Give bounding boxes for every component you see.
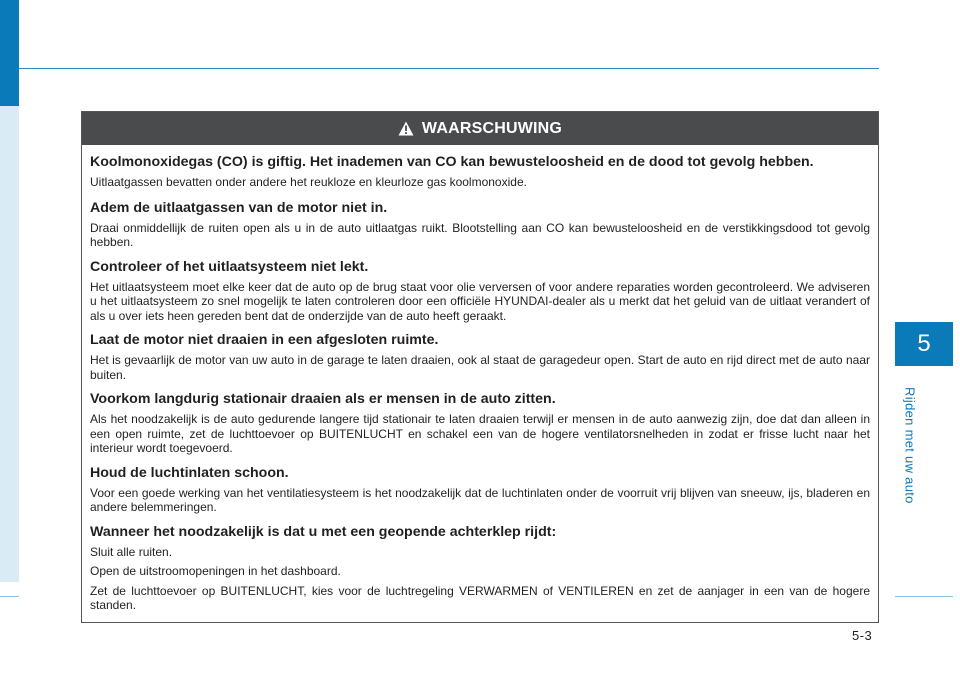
warning-body [82, 145, 878, 613]
warning-section-leak-check [90, 259, 870, 324]
chapter-title: Rijden met uw auto [902, 386, 918, 504]
chapter-color-bar [0, 0, 19, 106]
section-text: Sluit alle ruiten. [90, 544, 173, 559]
section-heading: Wanneer het noodzakelijk is dat u met een geopende achterklep rijdt: [90, 523, 557, 540]
warning-box [81, 111, 879, 623]
chapter-title-side [880, 380, 940, 510]
section-text: Zet de luchttoevoer op BUITENLUCHT, kies voor de luchtregeling VERWARMEN of VENTILEREN en zet de aanjager in een van de hogere standen. [90, 583, 870, 612]
warning-title: WAARSCHUWING [421, 119, 563, 137]
section-text: Draai onmiddellijk de ruiten open als u in de auto uitlaatgas ruikt. Blootstelling aan CO kan bewusteloosheid en de verstikkingsdood tot gevolg hebben. [90, 220, 870, 249]
warning-section-open-tailgate [90, 524, 870, 613]
page-number: 5-3 [852, 628, 873, 643]
section-text: Het is gevaarlijk de motor van uw auto in de garage te laten draaien, ook al staat de garagedeur open. Start de auto en rijd direct met de auto naar buiten. [90, 353, 870, 382]
right-divider [895, 596, 953, 597]
section-heading: Controleer of het uitlaatsysteem niet lekt. [90, 258, 369, 275]
chapter-number: 5 [917, 330, 931, 357]
section-text: Uitlaatgassen bevatten onder andere het reukloze en kleurloze gas koolmonoxide. [90, 175, 527, 189]
header-rule [19, 68, 879, 69]
section-heading: Adem de uitlaatgassen van de motor niet in. [90, 199, 388, 216]
warning-header [82, 112, 878, 145]
section-heading: Houd de luchtinlaten schoon. [90, 464, 289, 481]
section-heading: Laat de motor niet draaien in een afgesloten ruimte. [90, 332, 439, 348]
left-margin-strip [0, 106, 19, 582]
section-text: Het uitlaatsysteem moet elke keer dat de auto op de brug staat voor olie verversen of voor andere reparaties worden gecontroleerd. We adviseren u het uitlaatsysteem zo snel mogelijk te laten controleren door een officiële HYUNDAI-dealer als u merkt dat het geluid van de uitlaat verandert of als u over iets heen gereden bent dat de onderzijde van de auto heeft geraakt. [90, 279, 870, 323]
section-text: Open de uitstroomopeningen in het dashboard. [90, 564, 341, 578]
warning-section-idling [90, 391, 870, 456]
left-divider [0, 596, 19, 597]
warning-section-co [90, 154, 870, 190]
section-heading: Voorkom langdurig stationair draaien als er mensen in de auto zitten. [90, 391, 556, 407]
section-heading: Koolmonoxidegas (CO) is giftig. Het inademen van CO kan bewusteloosheid en de dood tot gevolg hebben. [90, 154, 814, 170]
chapter-number-tab [895, 322, 953, 366]
warning-section-closed-space [90, 332, 870, 382]
warning-section-exhaust [90, 200, 870, 250]
section-text: Als het noodzakelijk is de auto gedurende langere tijd stationair te laten draaien terwijl er mensen in de auto aanwezig zijn, doe dat dan alleen in een open ruimte, zet de luchttoevoer op BUITENLUCHT en schakel een van de hogere ventilatorsnelheden in zodat er frisse lucht naar het interieur wordt toegevoerd. [90, 412, 870, 455]
warning-triangle-icon [398, 121, 414, 136]
section-text: Voor een goede werking van het ventilatiesysteem is het noodzakelijk dat de luchtinlaten onder de voorruit vrij blijven van sneeuw, ijs, bladeren en andere belemmeringen. [90, 485, 870, 514]
warning-section-air-intakes [90, 465, 870, 515]
